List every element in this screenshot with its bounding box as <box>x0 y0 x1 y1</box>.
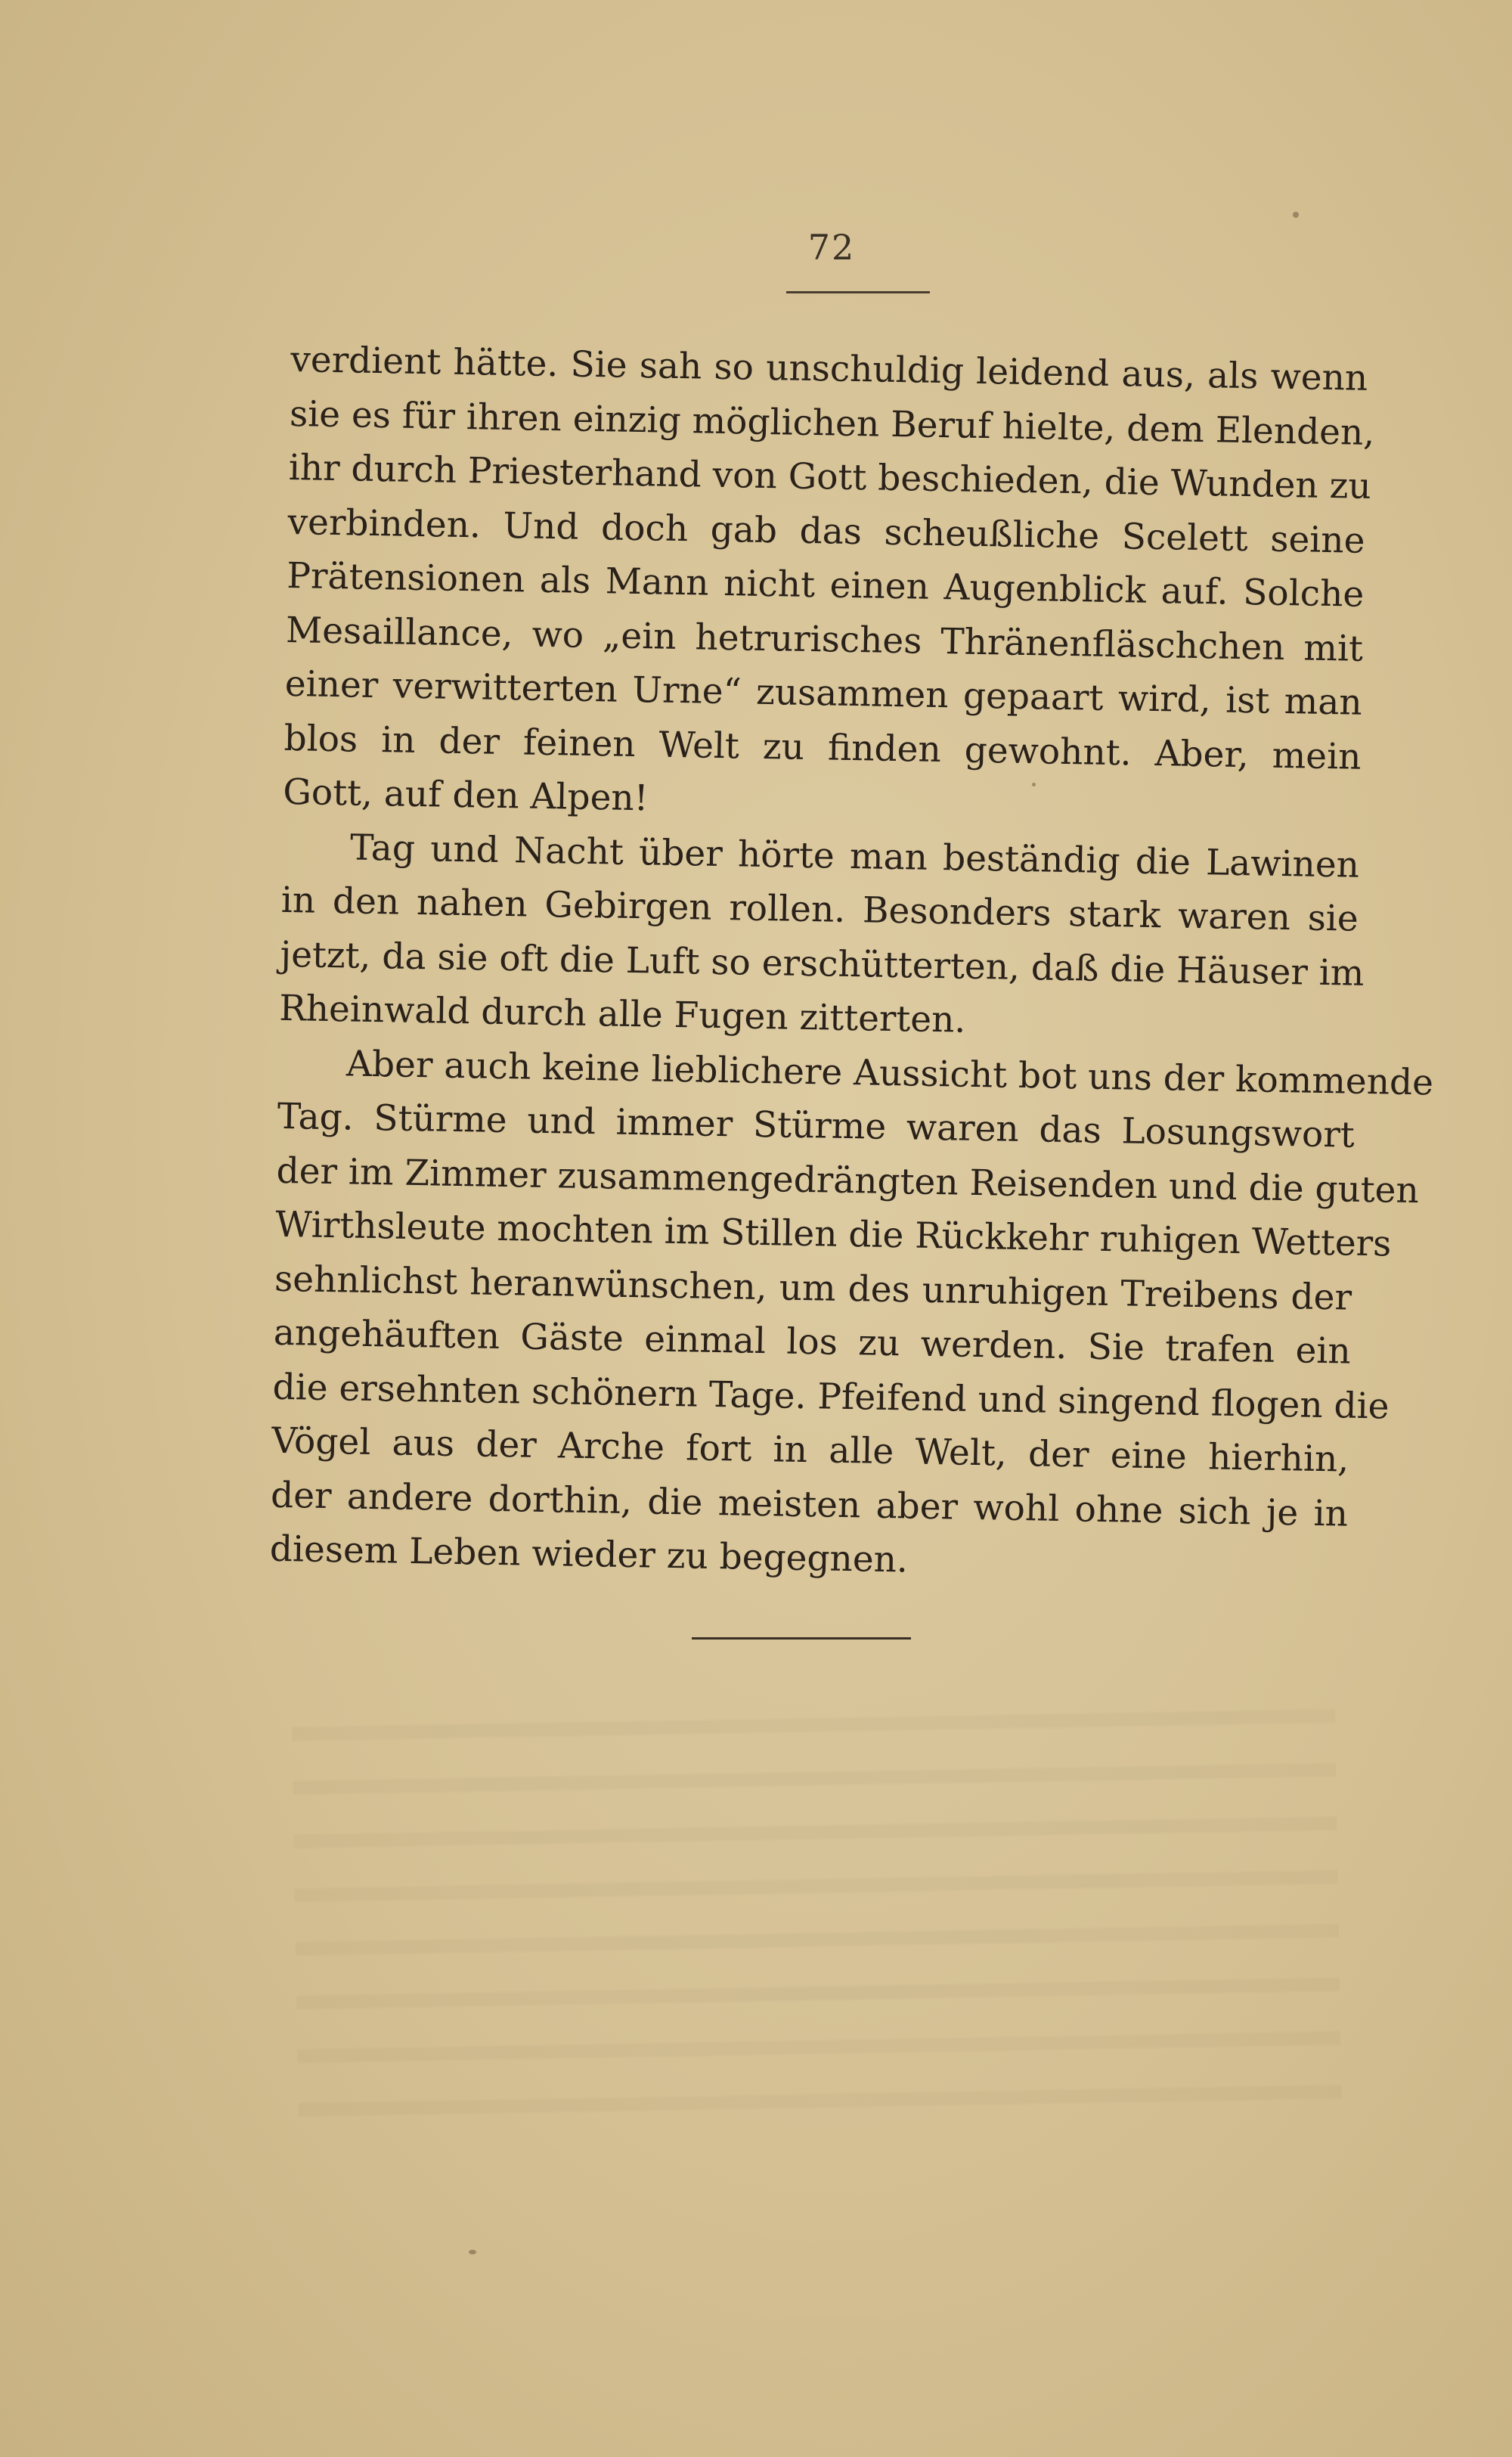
text-line: ihr durch Priesterhand von Gott beschieden, die Wunden zu <box>288 446 1372 507</box>
text-line: einer verwitterten Urne“ zusammen gepaart wird, ist man <box>284 662 1363 724</box>
text-line: sie es für ihren einzig möglichen Beruf hielte, dem Elenden, <box>289 392 1375 454</box>
paragraph-start-line: Aber auch keine lieblichere Aussicht bot uns der kommende <box>345 1042 1434 1104</box>
text-line: Wirthsleute mochten im Stillen die Rückkehr ruhigen Wetters <box>274 1203 1392 1265</box>
paragraph-end-line: Gott, auf den Alpen! <box>282 771 649 820</box>
text-line: Prätensionen als Mann nicht einen Augenblick auf. Solche <box>286 554 1365 616</box>
text-line: verbinden. Und doch gab das scheußliche Scelett seine <box>287 501 1365 562</box>
text-line: verdient hätte. Sie sah so unschuldig leidend aus, als wenn <box>290 338 1368 399</box>
text-line: jetzt, da sie oft die Luft so erschütterten, daß die Häuser im <box>280 933 1365 994</box>
paragraph-start-line: Tag und Nacht über hörte man beständig die Lawinen <box>349 826 1360 886</box>
paragraph-end-line: diesem Leben wieder zu begegnen. <box>269 1528 909 1581</box>
text-line: Tag. Stürme und immer Stürme waren das Losungswort <box>277 1095 1356 1156</box>
header-rule <box>786 291 930 293</box>
text-line: angehäuften Gäste einmal los zu werden. Sie trafen ein <box>273 1311 1352 1373</box>
text-line: sehnlichst heranwünschen, um des unruhigen Treibens der <box>274 1258 1352 1319</box>
page-number: 72 <box>807 227 856 268</box>
paper-speck <box>1032 783 1036 786</box>
body-text <box>269 333 1434 1595</box>
text-line: der im Zimmer zusammengedrängten Reisenden und die guten <box>276 1149 1420 1211</box>
paper-speck <box>469 2250 476 2254</box>
text-line: Vögel aus der Arche fort in alle Welt, der eine hierhin, <box>271 1419 1349 1481</box>
paper-speck <box>1293 212 1299 218</box>
text-line: in den nahen Gebirgen rollen. Besonders stark waren sie <box>280 879 1359 940</box>
text-line: Mesaillance, wo „ein hetrurisches Thränenfläschchen mit <box>285 609 1364 670</box>
section-end-rule <box>692 1637 911 1640</box>
text-line: die ersehnten schönern Tage. Pfeifend und singend flogen die <box>272 1366 1390 1428</box>
paragraph-end-line: Rheinwald durch alle Fugen zitterten. <box>278 987 966 1041</box>
text-line: der andere dorthin, die meisten aber wohl ohne sich je in <box>270 1474 1349 1535</box>
show-through-from-reverse <box>291 1677 1342 2119</box>
text-line: blos in der feinen Welt zu finden gewohnt. Aber, mein <box>284 717 1362 778</box>
